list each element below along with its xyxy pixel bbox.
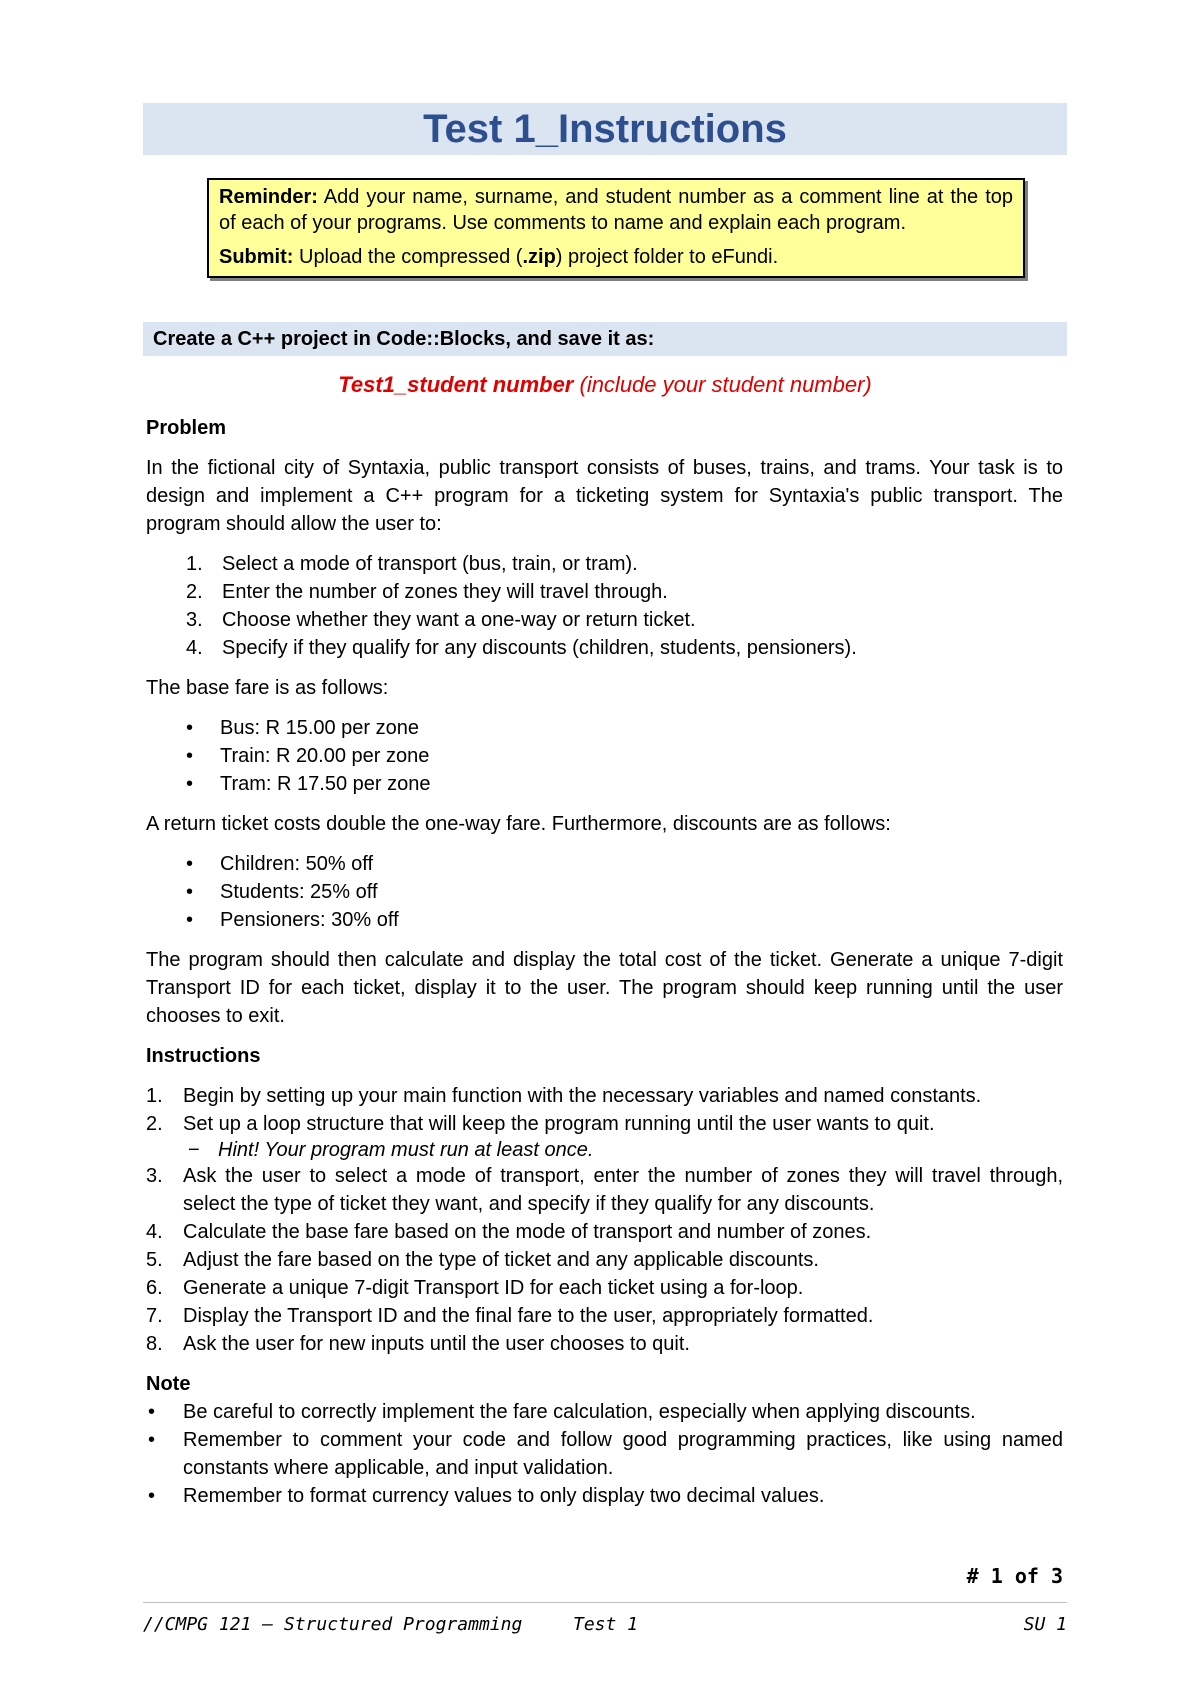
list-number: 1.: [186, 553, 203, 575]
list-item: [146, 1274, 1063, 1302]
document-body: [146, 414, 1063, 1510]
bullet-icon: •: [186, 745, 194, 767]
problem-intro: In the fictional city of Syntaxia, public transport consists of buses, trains, and trams. Your task is to design and implement a C++ program for a ticketing system for Syntaxia's public transport. The program should allow the user to:: [146, 457, 1063, 535]
list-item: [146, 770, 1063, 798]
reminder-paragraph: [219, 184, 1013, 236]
list-number: 3.: [186, 609, 203, 631]
dash-icon: −: [188, 1139, 200, 1161]
hint-line: [146, 1138, 1063, 1162]
list-item: [146, 850, 1063, 878]
list-text: Set up a loop structure that will keep the program running until the user wants to quit.: [183, 1113, 935, 1135]
list-text: Pensioners: 30% off: [220, 909, 399, 931]
submit-label: Submit:: [219, 246, 294, 268]
list-item: [146, 1302, 1063, 1330]
list-text: Enter the number of zones they will travel through.: [222, 581, 668, 603]
list-text: Be careful to correctly implement the fare calculation, especially when applying discounts.: [183, 1401, 976, 1423]
submit-text-2: ) project folder to eFundi.: [555, 246, 779, 268]
project-name-bold: Test1_student number: [338, 372, 574, 397]
page-number: # 1 of 3: [966, 1564, 1063, 1588]
footer-unit: SU 1: [1023, 1614, 1067, 1635]
reminder-box: [207, 178, 1025, 278]
list-text: Tram: R 17.50 per zone: [220, 773, 431, 795]
section-header-bar: [143, 322, 1067, 356]
list-text: Choose whether they want a one-way or return ticket.: [222, 609, 696, 631]
list-item: [146, 714, 1063, 742]
footer-test: Test 1: [573, 1614, 639, 1635]
list-text: Calculate the base fare based on the mode of transport and number of zones.: [183, 1221, 872, 1243]
hint-text: Hint! Your program must run at least once.: [218, 1139, 594, 1161]
bullet-icon: •: [186, 881, 194, 903]
list-number: 5.: [146, 1249, 163, 1271]
submit-text-1: Upload the compressed (: [293, 246, 523, 268]
project-name-rest: (include your student number): [573, 372, 872, 397]
title-banner: [143, 103, 1067, 155]
submit-paragraph: [219, 244, 1013, 270]
list-number: 1.: [146, 1085, 163, 1107]
page-footer: [143, 1610, 1067, 1640]
list-item: [146, 1330, 1063, 1358]
list-item: [146, 578, 1063, 606]
reminder-label: Reminder:: [219, 186, 318, 208]
list-number: 8.: [146, 1333, 163, 1355]
instructions-list-continued: [146, 1162, 1063, 1358]
list-item: [146, 878, 1063, 906]
list-item: [146, 606, 1063, 634]
project-name-line: [143, 370, 1067, 400]
section-header: Create a C++ project in Code::Blocks, and save it as:: [153, 328, 655, 350]
list-text: Ask the user for new inputs until the user chooses to quit.: [183, 1333, 690, 1355]
list-item: [146, 1110, 1063, 1138]
instructions-list: [146, 1082, 1063, 1138]
list-item: [146, 1218, 1063, 1246]
bullet-icon: •: [186, 717, 194, 739]
list-text: Adjust the fare based on the type of ticket and any applicable discounts.: [183, 1249, 819, 1271]
bullet-icon: •: [186, 773, 194, 795]
problem-closing: The program should then calculate and display the total cost of the ticket. Generate a unique 7-digit Transport ID for each ticket, display it to the user. The program should keep running until the user chooses to exit.: [146, 949, 1063, 1027]
list-text: Remember to format currency values to only display two decimal values.: [183, 1485, 825, 1507]
list-number: 3.: [146, 1165, 163, 1187]
list-text: Generate a unique 7-digit Transport ID for each ticket using a for-loop.: [183, 1277, 804, 1299]
footer-divider: [143, 1602, 1067, 1603]
list-item: [146, 1246, 1063, 1274]
list-item: [146, 742, 1063, 770]
fare-intro: The base fare is as follows:: [146, 677, 389, 699]
list-item: [146, 1398, 1063, 1426]
problem-heading: Problem: [146, 417, 227, 439]
list-text: Students: 25% off: [220, 881, 378, 903]
discount-list: [146, 850, 1063, 934]
submit-zip: .zip: [522, 246, 556, 268]
footer-course: //CMPG 121 – Structured Programming: [143, 1614, 523, 1635]
list-text: Specify if they qualify for any discounts (children, students, pensioners).: [222, 637, 857, 659]
bullet-icon: •: [148, 1485, 156, 1507]
list-item: [146, 1482, 1063, 1510]
list-number: 2.: [186, 581, 203, 603]
instructions-heading: Instructions: [146, 1045, 261, 1067]
list-item: [146, 550, 1063, 578]
list-text: Train: R 20.00 per zone: [220, 745, 430, 767]
list-text: Bus: R 15.00 per zone: [220, 717, 420, 739]
note-heading: Note: [146, 1373, 191, 1395]
list-number: 7.: [146, 1305, 163, 1327]
reminder-text: Add your name, surname, and student number as a comment line at the top of each of your programs. Use comments to name and explain each program.: [219, 186, 1013, 234]
return-text: A return ticket costs double the one-way fare. Furthermore, discounts are as follows:: [146, 813, 891, 835]
bullet-icon: •: [186, 909, 194, 931]
bullet-icon: •: [186, 853, 194, 875]
list-item: [146, 906, 1063, 934]
list-text: Children: 50% off: [220, 853, 374, 875]
bullet-icon: •: [148, 1429, 156, 1451]
list-text: Select a mode of transport (bus, train, or tram).: [222, 553, 638, 575]
fare-list: [146, 714, 1063, 798]
problem-steps: [146, 550, 1063, 662]
list-number: 2.: [146, 1113, 163, 1135]
list-text: Remember to comment your code and follow good programming practices, like using named constants where applicable, and input validation.: [183, 1429, 1063, 1479]
list-item: [146, 1082, 1063, 1110]
list-item: [146, 1426, 1063, 1482]
page-title: Test 1_Instructions: [423, 107, 787, 151]
list-number: 6.: [146, 1277, 163, 1299]
list-text: Begin by setting up your main function with the necessary variables and named constants.: [183, 1085, 982, 1107]
list-number: 4.: [146, 1221, 163, 1243]
list-number: 4.: [186, 637, 203, 659]
list-item: [146, 634, 1063, 662]
list-text: Display the Transport ID and the final fare to the user, appropriately formatted.: [183, 1305, 874, 1327]
bullet-icon: •: [148, 1401, 156, 1423]
note-list: [146, 1398, 1063, 1510]
list-item: [146, 1162, 1063, 1218]
list-text: Ask the user to select a mode of transport, enter the number of zones they will travel through, select the type of ticket they want, and specify if they qualify for any discounts.: [183, 1165, 1063, 1215]
